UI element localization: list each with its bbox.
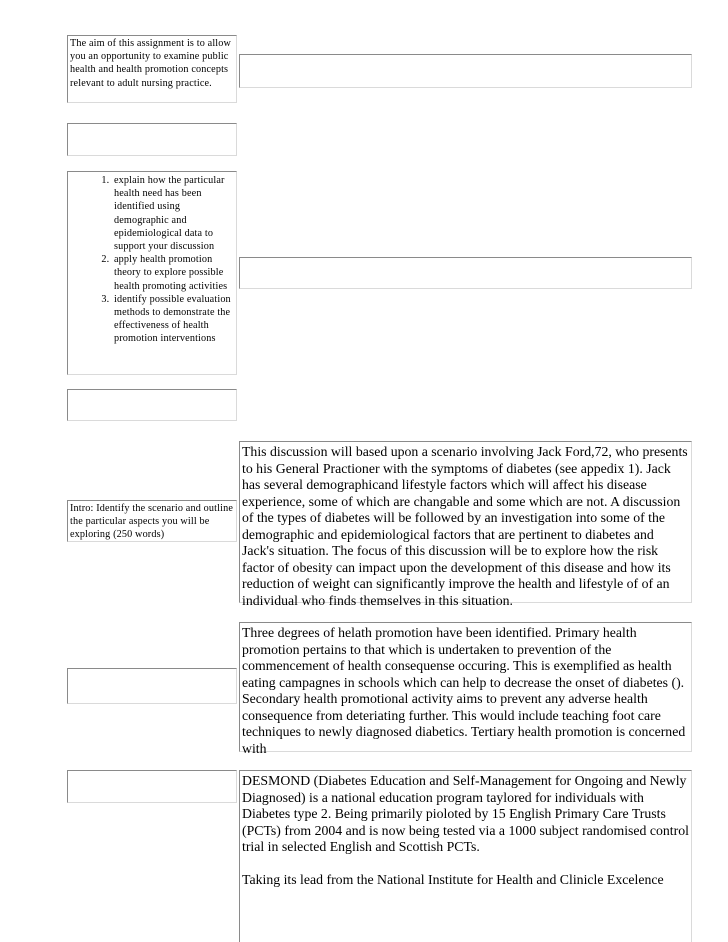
empty-cell-3 [67,668,237,704]
paragraph-spacer [242,856,689,872]
desmond-paragraph: DESMOND (Diabetes Education and Self-Management for Ongoing and Newly Diagnosed) is a national education program taylored for individuals with Diabetes type 2. Being primarily pioloted by 15 English Primary Care Trusts (PCTs) from 2004 and is now being tested via a 1000 subject randomised control trial in selected English and Scottish PCTs. [242,773,689,854]
intro-prompt-text: Intro: Identify the scenario and outline the particular aspects you will be exploring (250 words) [70,503,234,541]
objectives-cell [67,171,237,375]
objectives-list [68,174,236,346]
nice-paragraph: Taking its lead from the National Institute for Health and Clinicle Excelence [242,871,664,887]
empty-cell-1 [67,123,237,156]
empty-cell-4 [67,770,237,803]
intro-prompt-cell [67,500,237,542]
aim-text: The aim of this assignment is to allow you an opportunity to examine public health and health promotion concepts relevant to adult nursing practice. [70,38,232,89]
objective-item-2: 2. apply health promotion theory to explore possible health promoting activities [112,253,236,293]
objective-item-3: 3. identify possible evaluation methods to demonstrate the effectiveness of health promotion interventions [112,293,236,346]
objective-item-1: 1. explain how the particular health need has been identified using demographic and epidemiological data to support your discussion [112,174,236,253]
empty-cell-2 [67,389,237,421]
health-promotion-cell [239,622,692,756]
empty-response-cell-1 [239,54,692,88]
intro-response-text: This discussion will based upon a scenario involving Jack Ford,72, who presents to his General Practioner with the symptoms of diabetes (see appedix 1). Jack has several demographicand lifestyle factors which will affect his disease experience, some of which are changable and some which are not. A discussion of the types of diabetes will be followed by an investigation into some of the demographic and epidemiological factors that are pertinent to diabetes and Jack's situation. The focus of this discussion will be to explore how the risk factor of obesity can impact upon the development of this disease and how its reduction of weight can significantly improve the health and lifestyle of of an individual who finds themselves in this situation. [242,444,688,608]
health-promotion-text: Three degrees of helath promotion have been identified. Primary health promotion pertains to that which is undertaken to prevention of the commencement of health consequense occuring. This is exemplified as health eating campagnes in schools which can help to decrease the onset of diabetes (). Secondary health promotional activity aims to prevent any adverse health consequence from deteriating further. This would include teaching foot care techniques to newly diagnosed diabetics. Tertiary health promotion is concerned with [242,625,686,756]
intro-response-cell [239,441,692,608]
desmond-cell [239,770,692,942]
aim-cell [67,35,237,103]
empty-response-cell-2 [239,257,692,289]
